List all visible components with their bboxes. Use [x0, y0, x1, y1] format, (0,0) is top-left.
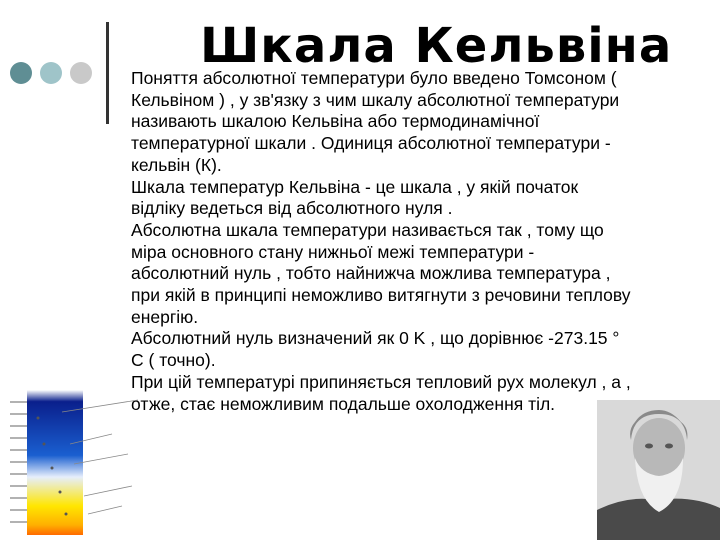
body-paragraph: При цій температурі припиняється тепловий рух молекул , а , отже, стає неможливим подальше охолодження тіл. [131, 371, 631, 414]
body-paragraph: Поняття абсолютної температури було введено Томсоном ( Кельвіном ) , у зв'язку з чим шкалу абсолютної температури називають шкалою Кельвіна або термодинамічної температурної шкали . Одиниця абсолютної температури - кельвін (К). [131, 68, 620, 175]
body-paragraph: Шкала температур Кельвіна - це шкала , у якій початок відліку ведеться від абсолютного нуля . [131, 176, 579, 219]
body-paragraph: Абсолютний нуль визначений як 0 K , що дорівнює -273.15 ° С ( точно). [131, 328, 620, 371]
scale-ticks [10, 402, 27, 522]
slide-body [131, 68, 631, 415]
decorative-dots [0, 62, 100, 86]
decorative-dot [40, 62, 62, 84]
kelvin-portrait-photo [597, 400, 720, 540]
body-paragraph: Абсолютна шкала температури називається так , тому що міра основного стану нижньої межі температури - абсолютний нуль , тобто найнижча можлива температура , при якій в принципі неможливо витягнути з речовини теплову енергію. [131, 219, 631, 327]
slide-title: Шкала Кельвіна [200, 18, 673, 74]
decorative-dot [70, 62, 92, 84]
temperature-scale-illustration [0, 380, 140, 535]
temperature-gradient-bar [27, 390, 83, 535]
decorative-dot [10, 62, 32, 84]
title-divider-line [106, 22, 109, 124]
